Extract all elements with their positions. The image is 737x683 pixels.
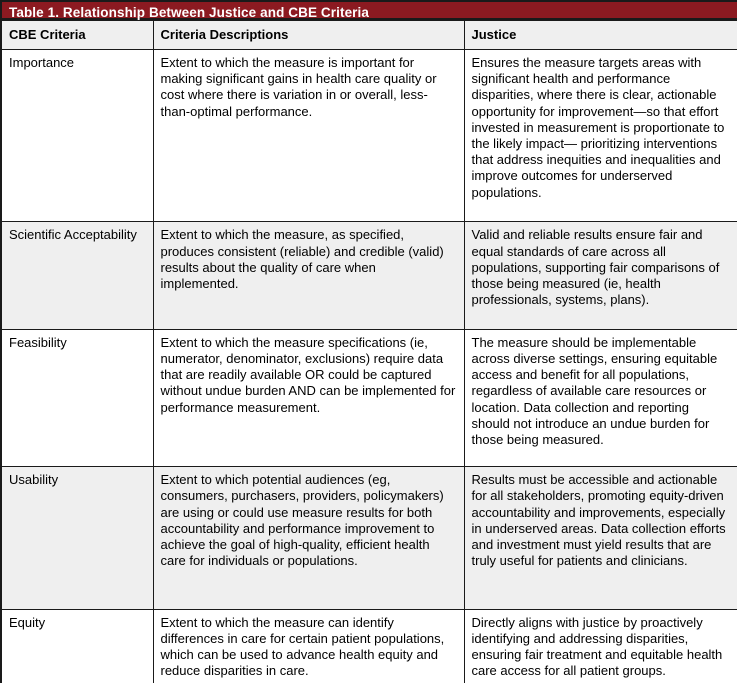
cell-description xyxy=(153,467,464,609)
table-body xyxy=(1,50,737,683)
justice-text: Directly aligns with justice by proactively identifying and addressing disparities, ensuring fair treatment and equitable health care access for all patient groups. xyxy=(471,614,726,679)
justice-text: Results must be accessible and actionable for all stakeholders, promoting equity-driven accountability and improvements, especially in underserved areas. Data collection efforts and investment must yield results that are truly useful for patients and clinicians. xyxy=(471,472,730,569)
cell-criteria xyxy=(1,329,153,466)
justice-text: Valid and reliable results ensure fair and equal standards of care across all populations, supporting fair comparisons of those being measured (ie, health professionals, systems, plans). xyxy=(471,227,723,308)
cell-criteria xyxy=(1,222,153,329)
cell-justice xyxy=(464,222,737,329)
justice-text: Ensures the measure targets areas with significant health and performance disparities, where there is clear, actionable opportunity for improvement—so that effort invested in measurement is proportionate to the likely impact— prioritizing interventions that address inequities and inequalities and improve outcomes for underserved populations. xyxy=(471,55,729,200)
cell-description xyxy=(153,50,464,222)
table-row xyxy=(1,329,737,466)
table-row xyxy=(1,467,737,609)
criteria-label: Scientific Acceptability xyxy=(9,227,137,243)
table-row xyxy=(1,50,737,222)
description-text: Extent to which potential audiences (eg, consumers, purchasers, providers, policymakers) are using or could use measure results for both accountability and performance improvement to achieve the goal of high-quality, efficient health care for individuals or populations. xyxy=(160,472,448,569)
table-header xyxy=(1,20,737,50)
column-header-cbe-criteria: CBE Criteria xyxy=(1,20,153,50)
cell-description xyxy=(153,329,464,466)
description-text: Extent to which the measure specifications (ie, numerator, denominator, exclusions) require data that are readily available OR could be captured without undue burden AND can be implemented for performance measurement. xyxy=(160,334,459,415)
table-row xyxy=(1,222,737,329)
cell-justice xyxy=(464,50,737,222)
cell-criteria xyxy=(1,609,153,683)
description-text: Extent to which the measure can identify differences in care for certain patient populations, which can be used to advance health equity and reduce disparities in care. xyxy=(160,614,448,679)
table-title: Table 1. Relationship Between Justice and CBE Criteria xyxy=(0,0,737,19)
cell-justice xyxy=(464,329,737,466)
column-header-criteria-descriptions: Criteria Descriptions xyxy=(153,20,464,50)
cell-description xyxy=(153,609,464,683)
cell-criteria xyxy=(1,467,153,609)
cell-criteria xyxy=(1,50,153,222)
cell-justice xyxy=(464,467,737,609)
justice-text: The measure should be implementable across diverse settings, ensuring equitable access and benefit for all populations, regardless of available care resources or location. Data collection and reporting should not introduce an undue burden for those being measured. xyxy=(471,334,721,448)
criteria-label: Feasibility xyxy=(9,334,67,350)
description-text: Extent to which the measure is important for making significant gains in health care quality or cost where there is variation in or overall, less-than-optimal performance. xyxy=(160,55,441,119)
cell-justice xyxy=(464,609,737,683)
cell-description xyxy=(153,222,464,329)
description-text: Extent to which the measure, as specified, produces consistent (reliable) and credible (valid) results about the quality of care when implemented. xyxy=(160,227,448,292)
criteria-label: Equity xyxy=(9,614,46,630)
table-row xyxy=(1,609,737,683)
criteria-label: Importance xyxy=(9,55,75,70)
column-header-justice: Justice xyxy=(464,20,737,50)
criteria-label: Usability xyxy=(9,472,59,488)
header-row xyxy=(1,20,737,50)
